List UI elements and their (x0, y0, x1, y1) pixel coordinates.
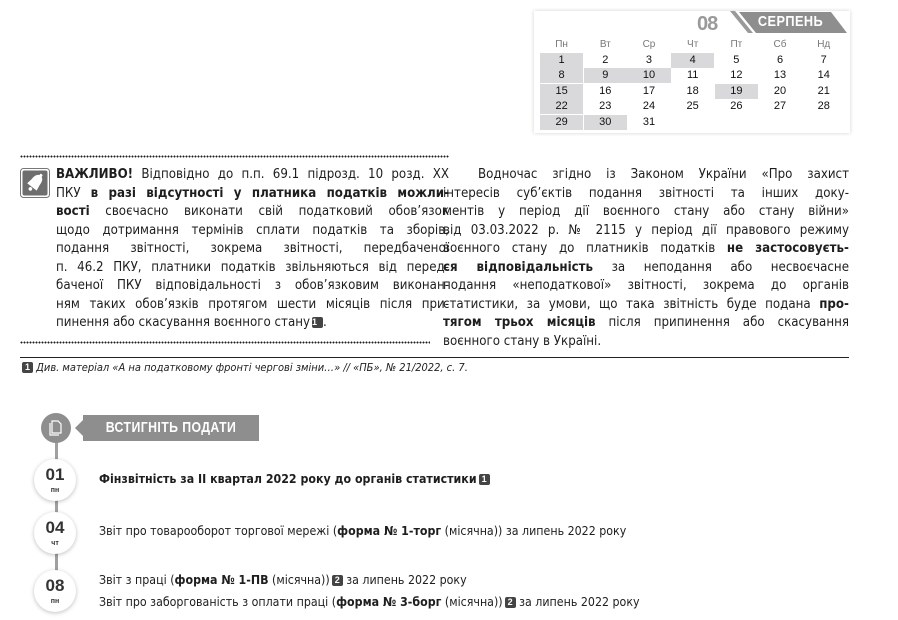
text-line (443, 259, 849, 278)
calendar-day: 24 (642, 100, 656, 112)
text-span: Звіт про товарооборот торгової мережі ( (99, 524, 338, 538)
text-span: ням таких обов’язків протягом шести місяців після при- (56, 296, 449, 312)
text-span: подання звітності, зокрема звітності, передбаченої (56, 241, 449, 256)
deadline-title: ВСТИГНІТЬ ПОДАТИ (105, 419, 237, 436)
text-span: (місячна)) (441, 595, 503, 609)
footnote-badge: 1 (22, 362, 33, 373)
footnote-ref-badge: 1 (479, 474, 490, 485)
calendar-day: 29 (540, 115, 583, 130)
text-span: (місячна)) (268, 573, 330, 587)
deadline-item (99, 472, 490, 486)
calendar-day: 28 (817, 100, 830, 112)
bold-text: Фінзвітність за ІІ квартал 2022 року до органів статистики (99, 472, 477, 486)
calendar-month-name: СЕРПЕНЬ (757, 13, 824, 30)
calendar-august (534, 11, 850, 133)
text-line (56, 222, 449, 241)
text-span: п. 46.2 ПКУ, платники податків звільняються від перед- (56, 259, 449, 275)
text-line (443, 185, 849, 204)
deadline-item (99, 524, 626, 538)
law-paragraph (443, 166, 849, 351)
text-span: Водночас згідно із Законом України «Про захист (478, 167, 849, 182)
text-span: інтересів суб’єктів подання звітності та інших доку- (443, 185, 849, 201)
text-line (443, 203, 849, 222)
deadline-date-01 (34, 459, 76, 501)
date-number: 04 (45, 518, 65, 537)
bold-text: в разі відсутності у платника податків можли- (90, 185, 449, 201)
text-line (56, 203, 449, 222)
calendar-day: 13 (773, 69, 787, 81)
banner-pointer (75, 420, 83, 436)
calendar-day: 22 (540, 99, 583, 114)
text-line (56, 277, 449, 296)
bold-text: про- (819, 296, 849, 312)
text-span: за липень 2022 року (515, 595, 640, 609)
calendar-grid (540, 37, 845, 130)
calendar-day: 9 (584, 68, 627, 83)
date-weekday: чт (51, 540, 59, 547)
dotted-rule-bottom (20, 341, 430, 344)
text-span: (місячна)) за липень 2022 року (441, 524, 627, 538)
bell-icon (20, 168, 50, 198)
calendar-day: 27 (773, 100, 787, 112)
text-line (56, 314, 449, 333)
text-span: за липень 2022 року (342, 573, 467, 587)
calendar-day (671, 115, 714, 130)
end-punct: . (323, 315, 327, 330)
footnote-text: Див. матеріал «А на податковому фронті чергові зміни…» // «ПБ», № 21/2022, с. 7. (36, 361, 468, 374)
calendar-day: 3 (645, 53, 653, 66)
text-line (56, 296, 449, 315)
weekday-header: Чт (687, 39, 699, 50)
calendar-day: 18 (686, 84, 699, 97)
footnote (22, 361, 468, 374)
text-span: після припинення або скасування (595, 315, 849, 330)
deadline-date-04 (34, 512, 76, 554)
text-line (443, 222, 849, 241)
calendar-day (758, 115, 801, 130)
deadline-item (99, 573, 467, 587)
date-number: 01 (45, 465, 65, 484)
weekday-header: Пн (555, 39, 568, 50)
bold-text: вості (56, 204, 90, 219)
text-line (443, 240, 849, 259)
text-span: баченої ПКУ відповідальності з обов’язковим виконан- (56, 278, 449, 293)
text-line (56, 259, 449, 278)
text-line (443, 314, 849, 333)
text-span: воєнного стану в Україні. (443, 333, 602, 349)
calendar-day: 16 (599, 84, 612, 97)
footnote-ref-badge: 2 (332, 575, 343, 586)
text-span: щодо дотримання термінів сплати податків та зборів, (56, 222, 449, 238)
calendar-day: 14 (817, 69, 830, 81)
text-span: від 03.03.2022 р. № 2115 у період дії правового режиму (443, 222, 849, 238)
documents-icon (41, 413, 71, 443)
bold-text: форма № 3-борг (336, 595, 442, 609)
calendar-day (715, 115, 758, 130)
calendar-day: 7 (820, 53, 827, 66)
calendar-day (802, 115, 845, 130)
text-span: за неподання або несвоєчасне (593, 259, 849, 275)
calendar-day: 26 (730, 100, 743, 112)
text-line (56, 166, 449, 185)
weekday-header: Нд (817, 39, 831, 50)
calendar-day: 4 (671, 53, 714, 68)
calendar-day: 6 (776, 53, 784, 66)
calendar-day: 30 (584, 115, 627, 130)
bold-text: форма № 1-торг (337, 524, 442, 538)
calendar-day: 2 (602, 53, 609, 66)
calendar-day: 1 (540, 53, 583, 68)
deadline-date-08 (34, 570, 76, 612)
weekday-header: Пт (730, 39, 743, 50)
text-span: Звіт з праці ( (99, 573, 175, 587)
important-note (56, 166, 449, 333)
text-span: статистики, за умови, що така звітність буде подана (443, 296, 820, 312)
date-weekday: пн (50, 487, 60, 494)
weekday-header: Сб (773, 39, 787, 50)
footnote-ref-badge: 1 (312, 317, 323, 328)
text-span: Відповідно до п.п. 69.1 підрозд. 10 розд. ХХ (133, 167, 449, 182)
footnote-rule (20, 357, 849, 358)
bold-text: ся відповідальність (443, 259, 594, 275)
calendar-day: 10 (627, 68, 670, 83)
text-line (443, 277, 849, 296)
text-span: ментів у період дії воєнного стану або стану війни» (443, 204, 849, 219)
calendar-day: 15 (540, 84, 583, 99)
text-span: своєчасно виконати свій податковий обов’язок (89, 204, 449, 219)
calendar-day: 8 (540, 68, 583, 83)
text-span: пинення або скасування воєнного стану (56, 315, 311, 330)
bold-text: ВАЖЛИВО! (56, 167, 134, 182)
calendar-day: 17 (642, 84, 656, 97)
calendar-day: 31 (642, 115, 656, 128)
calendar-month-number: 08 (697, 13, 718, 35)
text-line (56, 240, 449, 259)
calendar-day: 25 (686, 100, 699, 112)
bold-text: тягом трьох місяців (443, 315, 596, 330)
text-line (443, 166, 849, 185)
text-span: ПКУ (56, 185, 91, 201)
calendar-day: 5 (733, 53, 740, 66)
bold-text: форма № 1-ПВ (174, 573, 269, 587)
text-line (56, 185, 449, 204)
date-number: 08 (45, 576, 65, 595)
deadline-item (99, 595, 640, 609)
date-weekday: пн (50, 598, 60, 605)
text-line (443, 296, 849, 315)
text-line (443, 333, 849, 352)
calendar-day: 20 (773, 84, 787, 97)
dotted-rule-top (20, 155, 449, 158)
calendar-day: 11 (686, 69, 699, 81)
text-span: воєнного стану до платників податків (443, 241, 727, 256)
weekday-header: Ср (642, 39, 656, 50)
text-span: подання «неподаткової» звітності, зокрема до органів (443, 278, 849, 293)
calendar-day: 12 (730, 69, 743, 81)
text-span: Звіт про заборгованість з оплати праці ( (99, 595, 337, 609)
calendar-day: 21 (817, 84, 830, 97)
calendar-day: 19 (715, 84, 758, 99)
calendar-day: 23 (599, 100, 612, 112)
bold-text: не застосовуєть- (726, 241, 849, 256)
footnote-ref-badge: 2 (505, 597, 516, 608)
weekday-header: Вт (599, 39, 611, 50)
